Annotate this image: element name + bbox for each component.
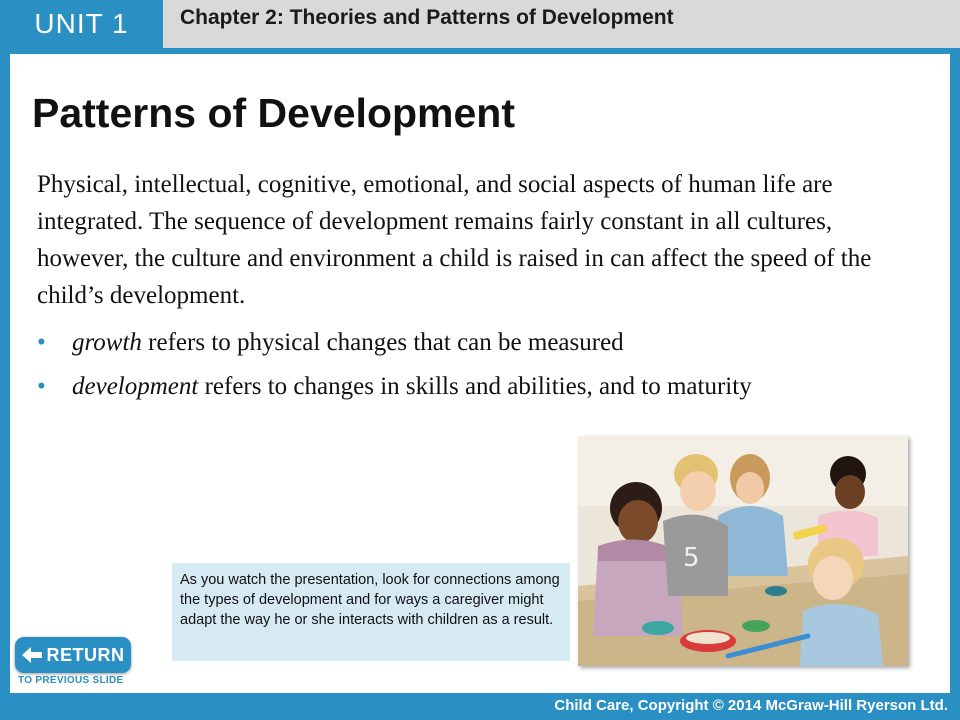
left-arrow-icon: [22, 647, 42, 663]
photo-illustration: [578, 436, 908, 666]
bullet-growth: [37, 324, 857, 361]
header-underline: [0, 48, 960, 54]
return-label: RETURN: [46, 644, 125, 665]
left-border: [0, 0, 10, 720]
chapter-title: Chapter 2: Theories and Patterns of Development: [180, 6, 674, 29]
bullet-dot-icon: •: [37, 329, 46, 356]
return-button[interactable]: [15, 637, 131, 673]
header-bar: [0, 0, 960, 48]
presentation-note: As you watch the presentation, look for connections among the types of development and for ways a caregiver might adapt the way he or she interacts with children as a result.: [172, 563, 570, 661]
footer-bar: [0, 693, 960, 720]
bullet-term: development: [72, 373, 199, 400]
children-playing-photo: [578, 436, 908, 666]
bullet-term: growth: [72, 329, 142, 356]
bullet-dot-icon: •: [37, 373, 46, 400]
right-border: [950, 0, 960, 720]
body-paragraph: Physical, intellectual, cognitive, emotional, and social aspects of human life are integrated. The sequence of development remains fairly constant in all cultures, however, the culture and environment a child is raised in can affect the speed of the child’s development.: [37, 171, 872, 309]
unit-tab: [0, 0, 163, 48]
svg-text:5: 5: [683, 543, 700, 573]
bullet-list: [37, 324, 857, 412]
bullet-text: refers to physical changes that can be measured: [141, 329, 624, 356]
bullet-text: refers to changes in skills and abilities, and to maturity: [198, 373, 752, 400]
copyright-text: Child Care, Copyright © 2014 McGraw-Hill Ryerson Ltd.: [554, 697, 948, 714]
slide-title: Patterns of Development: [32, 90, 515, 136]
unit-label: UNIT 1: [34, 8, 129, 39]
return-caption[interactable]: TO PREVIOUS SLIDE: [18, 675, 124, 686]
bullet-development: [37, 368, 857, 405]
